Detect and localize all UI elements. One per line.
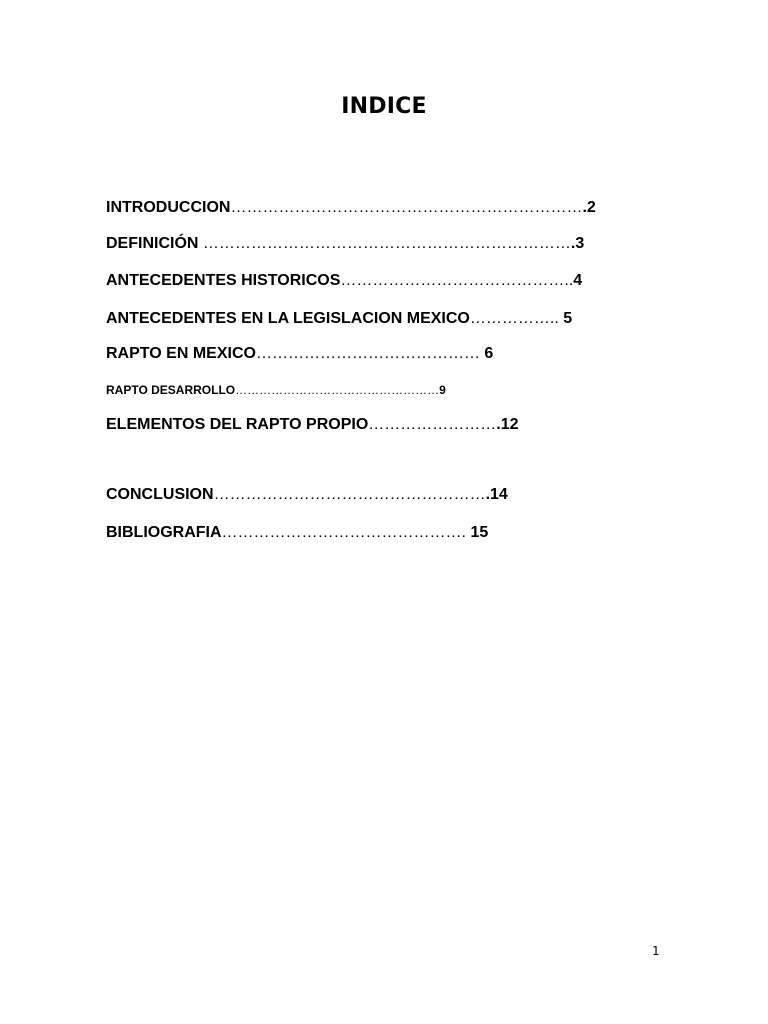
toc-entry-label: RAPTO EN MEXICO <box>106 345 256 362</box>
toc-entry-label: ANTECEDENTES EN LA LEGISLACION MEXICO <box>106 310 470 327</box>
toc-entry-bibliografia <box>106 523 488 543</box>
toc-entry-label: DEFINICIÓN <box>106 235 199 252</box>
toc-entry-page: .14 <box>485 486 508 503</box>
toc-entry-elementos <box>106 415 519 435</box>
toc-entry-label: ELEMENTOS DEL RAPTO PROPIO <box>106 416 369 433</box>
toc-entry-page: 6 <box>479 345 494 362</box>
toc-entry-definicion <box>106 234 584 254</box>
toc-entry-page: 4 <box>573 272 583 289</box>
toc-entry-antecedentes-historicos <box>106 271 582 291</box>
toc-entry-dots: …………………………………….. <box>340 272 574 289</box>
toc-entry-dots: …………………………………………… <box>235 383 440 397</box>
toc-entry-page: 5 <box>558 310 573 327</box>
toc-entry-antecedentes-legislacion <box>106 309 572 329</box>
toc-entry-page: .3 <box>570 235 585 252</box>
toc-entry-page: .12 <box>496 416 519 433</box>
toc-entry-label: CONCLUSION <box>106 486 214 503</box>
page-number: 1 <box>652 944 660 958</box>
toc-entry-rapto-desarrollo <box>106 382 446 398</box>
toc-entry-dots: …………………… <box>368 416 497 433</box>
toc-entry-rapto-en-mexico <box>106 344 493 364</box>
toc-entry-label: ANTECEDENTES HISTORICOS <box>106 272 341 289</box>
toc-entry-page: 9 <box>439 383 446 397</box>
page-title: INDICE <box>341 94 427 119</box>
toc-entry-dots: …………………………………………………………… <box>198 235 571 252</box>
toc-entry-dots: …………….. <box>469 310 559 327</box>
toc-entry-conclusion <box>106 485 508 505</box>
toc-entry-page: .2 <box>582 199 596 216</box>
toc-entry-introduccion <box>106 198 596 218</box>
toc-entry-label: INTRODUCCION <box>106 199 231 216</box>
toc-entry-page: 15 <box>466 524 489 541</box>
toc-entry-dots: ………………………………………………………… <box>230 199 583 216</box>
toc-entry-label: BIBLIOGRAFIA <box>106 524 222 541</box>
toc-entry-dots: …………………………………………… <box>213 486 486 503</box>
toc-entry-dots: …………………………………… <box>255 345 480 362</box>
toc-entry-label: RAPTO DESARROLLO <box>106 383 236 397</box>
toc-entry-dots: ………………………………………. <box>221 524 466 541</box>
